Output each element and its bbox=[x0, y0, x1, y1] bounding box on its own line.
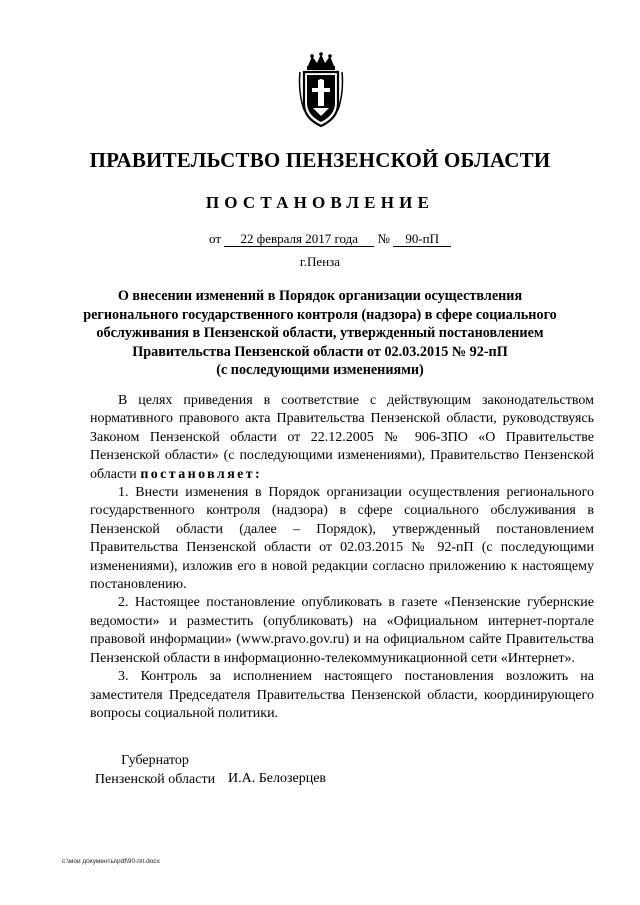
preamble-text: В целях приведения в соответствие с действующим законодательством нормативного правового акта Правительства Пензенской области, руководствуясь Законом Пензенской области от 22.12.2005 № 906-ЗПО «О Правительстве Пензенской области» (с последующими изменениями), Правительство Пензенской области bbox=[90, 393, 594, 482]
city: г.Пенза bbox=[299, 254, 341, 269]
subject-line: (с последующими изменениями) bbox=[216, 362, 424, 378]
government-name: ПРАВИТЕЛЬСТВО ПЕНЗЕНСКОЙ ОБЛАСТИ bbox=[89, 148, 551, 172]
document-number: 90-пП bbox=[393, 231, 451, 247]
item-3-paragraph: 3. Контроль за исполнением настоящего постановления возложить на заместителя Председателя Правительства Пензенской области, координирующего вопросы социальной политики. bbox=[90, 669, 594, 721]
preamble-paragraph bbox=[90, 392, 594, 484]
item-2-paragraph: 2. Настоящее постановление опубликовать в газете «Пензенские губернские ведомости» и разместить (опубликовать) на «Официальном интернет-портале правовой информации» (www.pravo.gov.ru) и на официальном сайте Правительства Пензенской области в информационно-телекоммуникационной сети «Интернет». bbox=[90, 595, 594, 666]
signatory-position bbox=[90, 752, 220, 789]
subject-line: Правительства Пензенской области от 02.03.2015 № 92-пП bbox=[132, 343, 508, 360]
item-1-paragraph: 1. Внести изменения в Порядок организации осуществления регионального государственного контроля (надзора) в сфере социального обслуживания в Пензенской области (далее – Порядок), утвержденный постановлением Правительства Пензенской области от 02.03.2015 № 92-пП (с последующими изменениями), изложив его в новой редакции согласно приложению к настоящему постановлению. bbox=[90, 485, 594, 593]
resolves-word: постановляет: bbox=[140, 466, 263, 482]
file-path: c:\мои документы\pdf\90-пп.docx bbox=[62, 858, 160, 865]
subject-line: обслуживания в Пензенской области, утвержденный постановлением bbox=[96, 325, 544, 341]
date-number-line bbox=[209, 231, 451, 247]
coat-of-arms-icon bbox=[298, 52, 344, 130]
document-type: ПОСТАНОВЛЕНИЕ bbox=[205, 193, 435, 212]
position-line: Пензенской области bbox=[94, 771, 216, 787]
document-body bbox=[90, 392, 594, 723]
subject-line: регионального государственного контроля (надзора) в сфере социального bbox=[83, 306, 557, 323]
subject-line: О внесении изменений в Порядок организации осуществления bbox=[117, 288, 523, 304]
number-prefix: № bbox=[377, 231, 390, 246]
document-subject bbox=[60, 287, 580, 380]
date-prefix: от bbox=[209, 231, 222, 246]
document-date: 22 февраля 2017 года bbox=[224, 231, 374, 247]
position-line: Губернатор bbox=[121, 753, 189, 768]
signatory-name: И.А. Белозерцев bbox=[228, 771, 327, 786]
